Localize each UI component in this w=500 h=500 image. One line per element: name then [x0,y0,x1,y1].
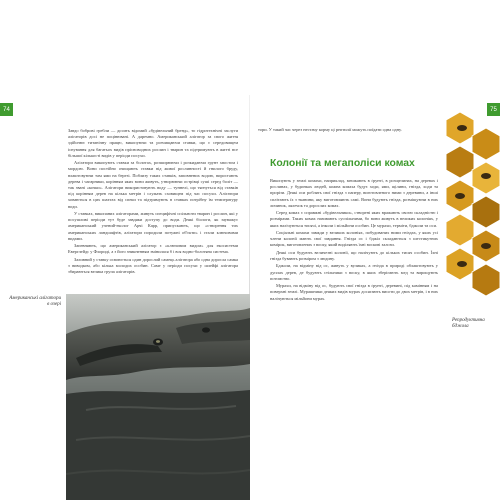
honeycomb-photo [440,110,500,310]
left-page-text [68,128,238,277]
page-number-left: 74 [0,103,13,116]
alligator-photo [66,294,250,500]
right-page-text [270,178,438,303]
left-paragraph: Алігатори викопують ставки за болотах, розширюючи і розкидаючи грунт хвостом і мордою. Вони постійно очищають ставки від живої рослинності й гнилого бруду, влаштовуючи там ями на березі. Поблизу таких ставків, заповнених водою, виростають дерева і чагарники, корінням яких вони живуть, утворюючи острівці суші серед боліт — так звані «кочки». Алігатори використовують воду — туннелі, що тягнуться від ставків під корінням дерев на кілька метрів і служать сховищем під час посухи. Алігатори ховаються в цих шахтах від спеки та підтримують в ставках потрібну їм температуру води. [68,160,238,209]
left-paragraph: Запевняють, що американський алігатор є «ключовим видом» для екосистеми Еверглейдс у Флориді, а з його зникненням змінилася б і вся водно-болотяна система. [68,243,238,255]
alligator-photo-caption: Американські алігатори в озері [9,296,61,307]
left-paragraph: Завдо боброві гребли — досить відомий «будівельний бренд», то гідротехнічні заслуги алігаторів досі не поцінювані. А даремно. Американський алігатор за свого життя здійснює титанічну працю, викопуючи та розчищаючи ставки, що є середовищем існування для багатьох видів прісноводних рослин і тварин та підтримують в житті все більшої кількості видів у періоди посухи. [68,128,238,158]
honeycomb-cells [446,112,500,296]
right-paragraph: Серед комах є справжні «будівельники», створені яких вражають своєю складністю і розмірами. Таких комах називають суспільними, бо вони живуть в великих колоніях, у яких налічуються тисячі, а інколи і мільйони особин. Це мурахи, терміти, бджоли та оси. [270,210,438,228]
left-paragraph: У ставках, викопаних алігаторами, живуть специфічні спільноти тварин і рослин, які у посушливі періоди тут буде завдяки доступу до води. Деякі біологи, як зауважує американський учений-еколог Арчі Карр, припускають, що «створення тих американських ландшафтів, алігатори породили потужні об'єкти» і стали ключовими видами. [68,211,238,241]
right-paragraph: Деякі оси будують величезні колонії, що налічують до кількох тисяч особин. Їхні гнізда бувають розміром з людину. [270,249,438,261]
right-paragraph: Викопують у землі комахи, наприклад, мешкають в ґрунті, в розщелинах, на деревах і рослинах, у будинках людей, кожна комаха будує ходи, ями, щілини, гнізда, ходи та прорізи. Деякі оси роблять свої гнізда з паперу, виготовленого ними з деревини, а інші сплітають їх з тканини, яку виготовляють самі. Вони будують гнізда, розміщуючи в них личинок, лялечок та дорослих комах. [270,178,438,208]
alligator-illustration [66,294,250,500]
right-paragraph: Мурахи, на відміну від ос, будують свої гнізда в ґрунті, деревині, під камінням і на поверхні землі. Мурашники деяких видів мурах досягають висоти до двох метрів, і в них налічуються мільйони мурах. [270,283,438,301]
right-paragraph: Соціальні комахи завжди у великих колоніях, побудованих ними гніздах, у яких усі члени колонії мають свої завдання. Гнізда ос і бджіл складаються з шестикутних комірок, виготовлених з воску, який виділяють їхні воскові залози. [270,230,438,248]
bee-photo-caption: Репродуктивна бджола [452,318,485,329]
right-page-intro [258,127,440,134]
right-intro-paragraph: тори. У такий час через нестачу корму ці рептилії можуть поїдати одна одну. [258,127,402,132]
section-title: Колонії та мегаполіси комах [270,158,415,169]
left-paragraph: Заливний у ставку освоюється один дорослий самець алігатора або одна доросла самка з виводком, або кілька молодих особин. Саме у періоди посухи у шлейфі алігатора збираються велика група алігаторів. [68,256,238,275]
right-paragraph: Бджоли, на відміну від ос, живуть у вуликах, а гнізда в природі облаштовують у дуплах дерев, де будують стільники з воску, в яких зберігають мед та вирощують потомство. [270,263,438,281]
page-number-right: 75 [487,103,500,116]
